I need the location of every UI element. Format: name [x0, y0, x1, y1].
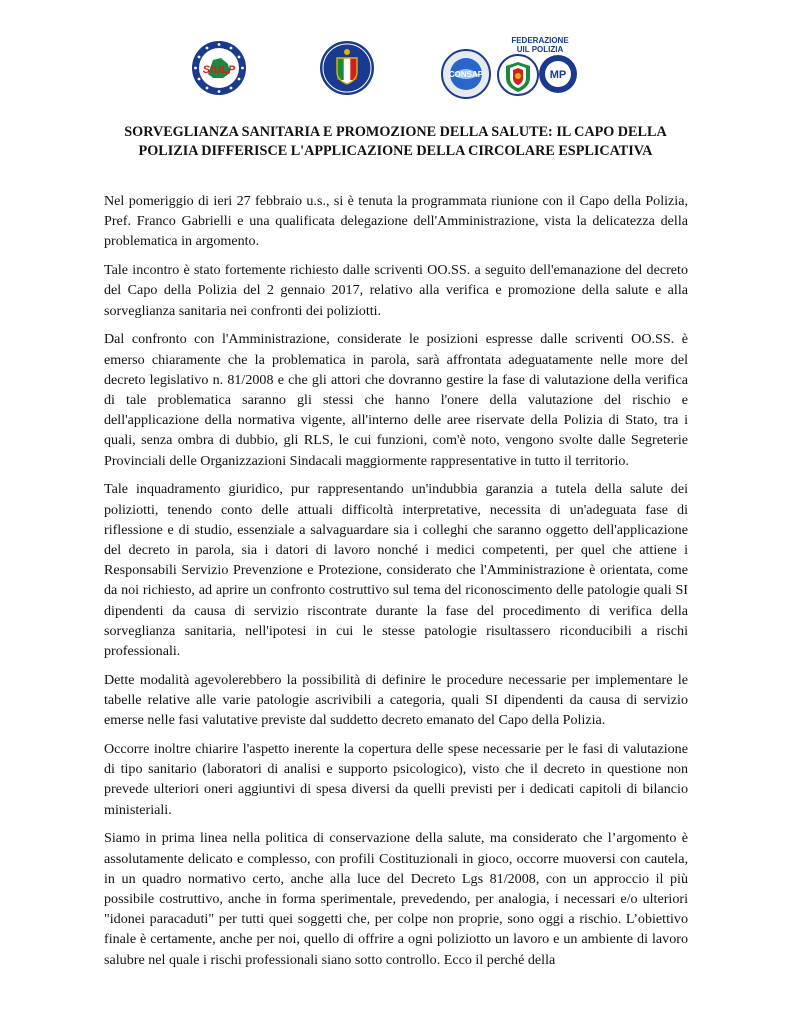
svg-text:MP: MP — [549, 69, 567, 81]
mp-logo — [538, 54, 578, 94]
title-line-1: SORVEGLIANZA SANITARIA E PROMOZIONE DELLA SALUTE: IL CAPO DELLA — [124, 124, 667, 140]
paragraph: Tale incontro è stato fortemente richiesto dalle scriventi OO.SS. a seguito dell'emanazione del decreto del Capo della Polizia del 2 gennaio 2017, relativo alla verifica e promozione della salute e alla sorveglianza sanitaria nei confronti dei poliziotti. — [104, 262, 688, 319]
consap-logo — [441, 49, 491, 99]
paragraph: Siamo in prima linea nella politica di conservazione della salute, ma considerato che l’argomento è assolutamente delicato e complesso, con profili Costituzionali in gioco, occorre muoversi con cautela, in un quadro normativo certo, anche alla luce del Decreto Lgs 81/2008, con un approccio il più possibile costruttivo, anche in forma sperimentale, prevedendo, per analogia, i necessari e/o ulteriori "idonei paracaduti" per tutti quei soggetti che, per colpe non proprie, sono oggi a rischio. L’obiettivo finale è certamente, anche per noi, quello di offrire a ogni poliziotto un lavoro e un ambiente di lavoro salubre nel quale i rischi professionali siano sotto controllo. Ecco il perché della — [104, 830, 688, 968]
uil-polizia-logo — [497, 54, 539, 96]
federation-caption — [500, 36, 580, 54]
svg-text:SIULP: SIULP — [202, 64, 236, 76]
paragraph: Occorre inoltre chiarire l'aspetto inerente la copertura delle spese necessarie per le fasi di valutazione di tipo sanitario (laboratori di analisi e supporto psicologico), visto che il decreto in questione non prevede ulteriori oneri aggiuntivi di spesa diversi da quelli previsti per i dedicati capitoli di bilancio ministeriali. — [104, 741, 688, 818]
paragraph: Nel pomeriggio di ieri 27 febbraio u.s., si è tenuta la programmata riunione con il Capo della Polizia, Pref. Franco Gabrielli e una qualificata delegazione dell'Amministrazione, vista la delicatezza della problematica in argomento. — [104, 193, 688, 250]
federation-line-1: FEDERAZIONE — [511, 36, 569, 45]
paragraph: Dal confronto con l'Amministrazione, considerate le posizioni espresse dalle scriventi OO.SS. è emerso chiaramente che la problematica in parola, sarà affrontata adeguatamente nelle more del decreto legislativo n. 81/2008 e che gli attori che dovranno gestire la fase di valutazione della verifica di tale problematica saranno gli stessi che hanno l'onere della valutazione del rischio e dell'applicazione della normativa vigente, all'interno delle aree riservate della Polizia di Stato, tra i quali, senza ombra di dubbio, gli RLS, le cui funzioni, com'è noto, vengono svolte dalle Segreterie Provinciali delle Organizzazioni Sindacali maggiormente rappresentative in tutto il territorio. — [104, 331, 688, 469]
polizia-di-stato-logo — [319, 40, 375, 96]
document-body — [104, 191, 688, 978]
paragraph: Dette modalità agevolerebbero la possibilità di definire le procedure necessarie per implementare le tabelle relative alle varie patologie ascrivibili a categoria, quali SI dipendenti da causa di servizio emerse nelle fasi valutative previste dal suddetto decreto emanato del Capo della Polizia. — [104, 671, 688, 729]
document-title — [100, 123, 691, 161]
federation-line-2: UIL POLIZIA — [516, 45, 564, 54]
title-line-2: POLIZIA DIFFERISCE L'APPLICAZIONE DELLA CIRCOLARE ESPLICATIVA — [138, 143, 653, 159]
svg-text:CONSAP: CONSAP — [448, 70, 484, 79]
logo-bar — [0, 36, 791, 106]
paragraph: Tale inquadramento giuridico, pur rappresentando un'indubbia garanzia a tutela della salute dei poliziotti, tenendo conto delle attuali difficoltà interpretative, necessita di un'adeguata fase di riflessione e di studio, essenziale a salvaguardare sia i colleghi che saranno oggetto dell'applicazione del decreto in parola, sia i datori di lavoro nonché i medici competenti, per quel che attiene i Responsabili Servizio Prevenzione e Protezione, considerato che l'Amministrazione è orientata, come da noi richiesto, ad aprire un confronto costruttivo sul tema del riconoscimento delle patologie quali SI dipendenti da causa di servizio riscontrate durante la fase del procedimento di verifica della sorveglianza sanitaria, nell'ipotesi in cui le stesse patologie risultassero riconducibili a rischi professionali. — [104, 481, 688, 660]
siulp-logo — [191, 40, 247, 96]
